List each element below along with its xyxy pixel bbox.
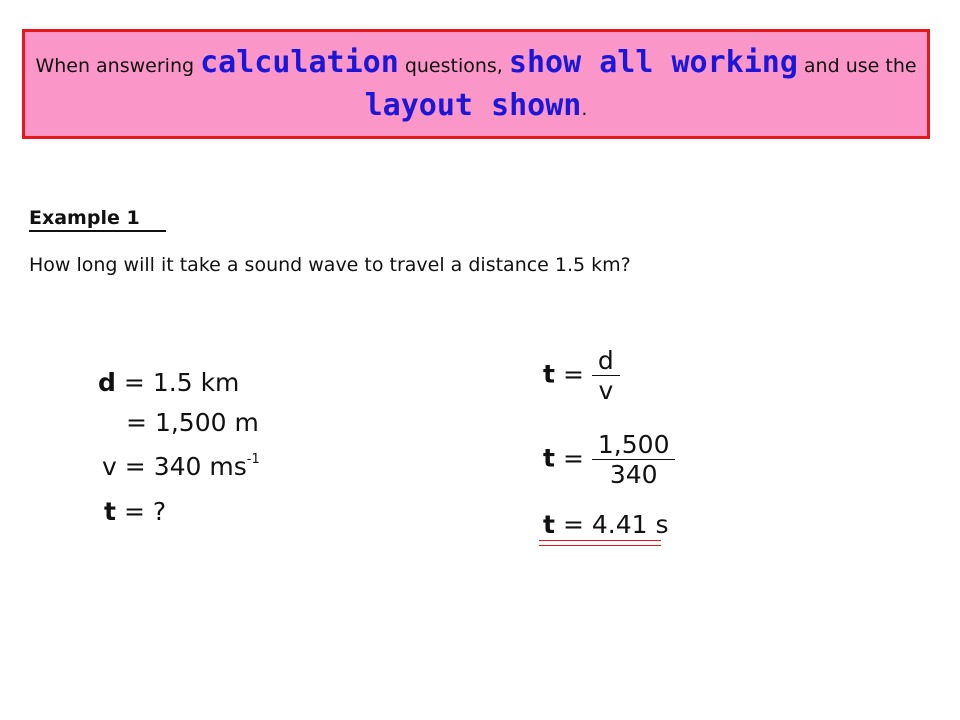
banner-text-4: . — [581, 98, 588, 120]
var-t: t — [104, 497, 116, 526]
instruction-banner — [22, 29, 930, 139]
example-question: How long will it take a sound wave to travel a distance 1.5 km? — [29, 254, 631, 276]
formula-line — [543, 346, 620, 405]
substitution-numerator: 1,500 — [592, 430, 676, 460]
equals-sign: = — [123, 368, 145, 397]
var-v: v — [102, 452, 117, 481]
banner-text-1: When answering — [35, 55, 201, 77]
equals-sign: = — [124, 452, 146, 481]
given-distance — [98, 368, 239, 397]
var-t: t — [543, 359, 555, 389]
speed-exponent: -1 — [246, 452, 260, 467]
var-t: t — [543, 443, 555, 473]
given-distance-converted-value: 1,500 m — [154, 408, 259, 437]
equals-sign: = — [562, 510, 584, 539]
equals-sign: = — [562, 359, 584, 389]
banner-highlight-layout: layout shown — [364, 88, 582, 123]
banner-text-3: and use the — [797, 55, 917, 77]
answer-underline-1 — [539, 540, 661, 541]
given-distance-converted — [118, 408, 259, 437]
example-title: Example 1 — [29, 207, 166, 232]
given-time — [104, 497, 166, 526]
given-distance-value: 1.5 km — [152, 368, 240, 397]
answer-line — [543, 510, 669, 539]
answer-value: 4.41 s — [591, 510, 669, 539]
substitution-fraction — [592, 430, 676, 489]
given-speed-value: 340 ms — [153, 452, 247, 481]
given-time-value: ? — [152, 497, 167, 526]
substitution-line — [543, 430, 675, 489]
substitution-denominator: 340 — [609, 460, 658, 489]
formula-fraction — [592, 346, 620, 405]
given-speed — [102, 452, 260, 481]
banner-highlight-working: show all working — [508, 45, 798, 80]
var-d: d — [98, 368, 116, 397]
var-t: t — [543, 510, 555, 539]
formula-numerator: d — [592, 346, 620, 376]
formula-denominator: v — [598, 376, 614, 405]
equals-sign: = — [123, 497, 145, 526]
answer-underline-2 — [539, 545, 661, 546]
banner-highlight-calculation: calculation — [200, 45, 399, 80]
banner-text-2: questions, — [398, 55, 509, 77]
equals-sign: = — [562, 443, 584, 473]
equals-sign: = — [126, 408, 147, 437]
